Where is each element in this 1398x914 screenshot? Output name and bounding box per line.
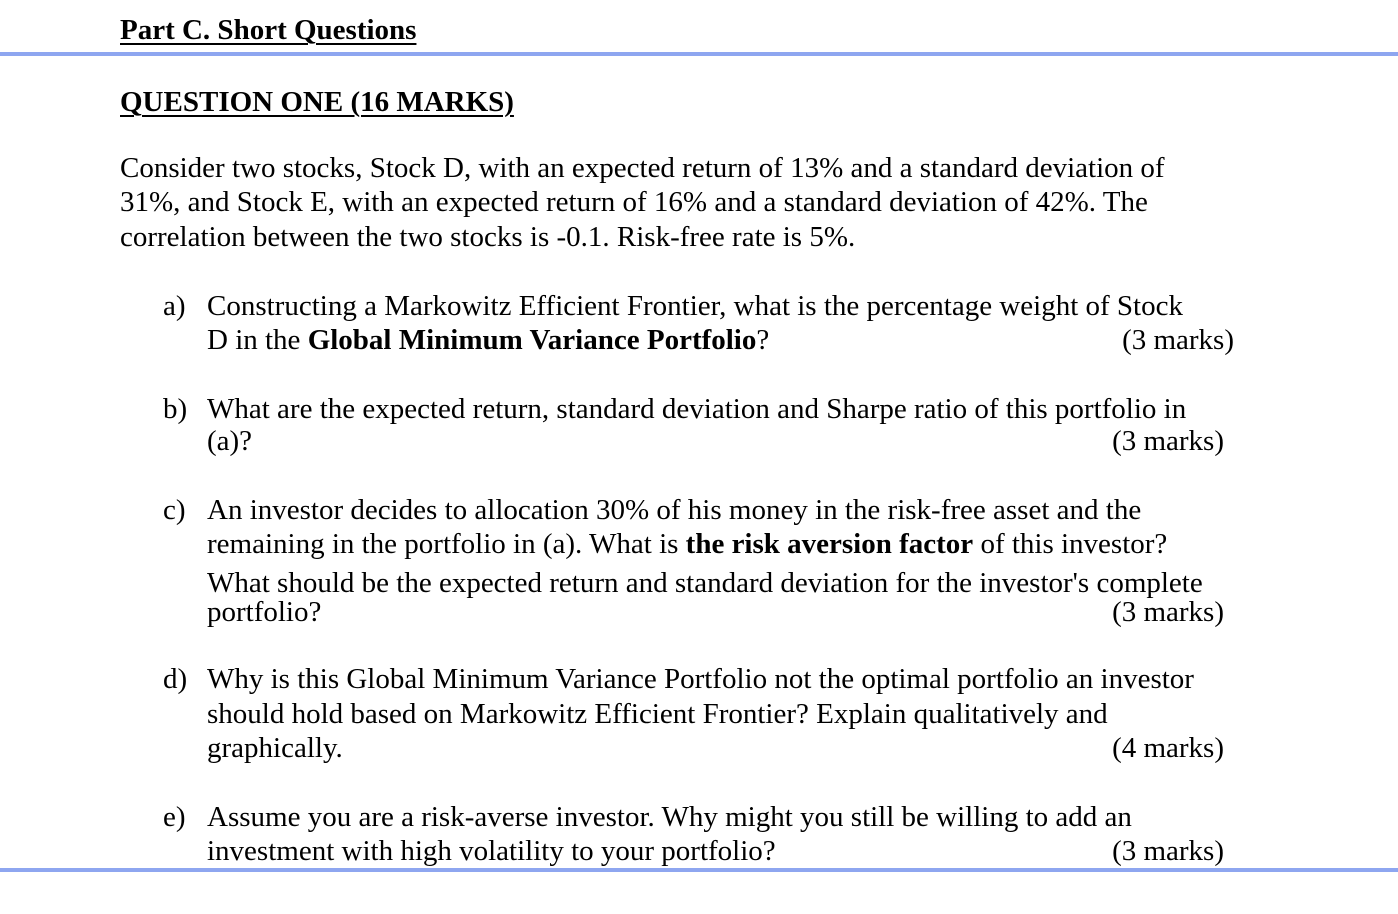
intro-line-1: Consider two stocks, Stock D, with an expected return of 13% and a standard deviation of xyxy=(120,152,1165,184)
item-text-line: D in the Global Minimum Variance Portfolio? xyxy=(207,324,770,356)
item-text-line: Why is this Global Minimum Variance Portfolio not the optimal portfolio an investor xyxy=(207,663,1194,695)
item-text-line: Assume you are a risk-averse investor. Why might you still be willing to add an xyxy=(207,801,1132,833)
item-text-line: An investor decides to allocation 30% of his money in the risk-free asset and the xyxy=(207,494,1142,526)
question-title: QUESTION ONE (16 MARKS) xyxy=(120,86,514,118)
item-letter: b) xyxy=(163,393,188,425)
intro-line-2: 31%, and Stock E, with an expected return of 16% and a standard deviation of 42%. The xyxy=(120,186,1148,218)
marks-label: (3 marks) xyxy=(1112,425,1224,457)
item-text-line: remaining in the portfolio in (a). What is the risk aversion factor of this investor? xyxy=(207,528,1168,560)
intro-line-3: correlation between the two stocks is -0.1. Risk-free rate is 5%. xyxy=(120,221,856,253)
bold-term: Global Minimum Variance Portfolio xyxy=(307,324,757,356)
item-text-line: What are the expected return, standard deviation and Sharpe ratio of this portfolio in xyxy=(207,393,1187,425)
item-text-line: investment with high volatility to your portfolio? xyxy=(207,835,776,867)
header-divider xyxy=(0,52,1398,56)
bold-term: the risk aversion factor xyxy=(685,528,974,560)
item-text-line: What should be the expected return and standard deviation for the investor's complete xyxy=(207,567,1203,599)
item-text-line: (a)? xyxy=(207,425,253,457)
marks-label: (4 marks) xyxy=(1112,732,1224,764)
item-letter: a) xyxy=(163,290,186,322)
item-text-line: portfolio? xyxy=(207,596,322,628)
item-letter: c) xyxy=(163,494,186,526)
footer-divider xyxy=(0,868,1398,872)
item-letter: e) xyxy=(163,801,186,833)
marks-label: (3 marks) xyxy=(1112,596,1224,628)
marks-label: (3 marks) xyxy=(1122,324,1234,356)
part-title: Part C. Short Questions xyxy=(120,14,417,46)
item-text-line: Constructing a Markowitz Efficient Frontier, what is the percentage weight of Stock xyxy=(207,290,1183,322)
marks-label: (3 marks) xyxy=(1112,835,1224,867)
item-text-line: should hold based on Markowitz Efficient Frontier? Explain qualitatively and xyxy=(207,698,1108,730)
item-letter: d) xyxy=(163,663,188,695)
item-text-line: graphically. xyxy=(207,732,343,764)
